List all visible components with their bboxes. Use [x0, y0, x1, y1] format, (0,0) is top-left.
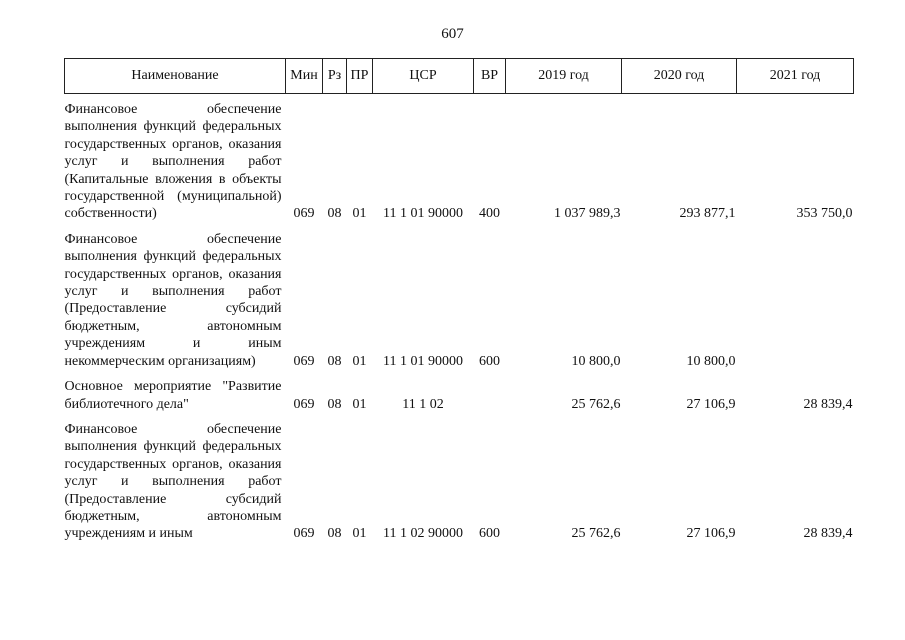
- row-2020: 10 800,0: [686, 353, 736, 369]
- row-2020: 27 106,9: [686, 526, 736, 542]
- row-name: Финансовое обеспечение выполнения функций федеральных государственных органов, оказания услуг и выполнения работ (Предоставление субсидий бюджетным, автономным учреждениям и иным некоммерческим организациям): [64, 231, 282, 369]
- row-2020: 293 877,1: [679, 206, 736, 222]
- table-row: [65, 370, 854, 413]
- row-2021: 28 839,4: [803, 396, 853, 412]
- table-row: [65, 223, 854, 370]
- row-min: 069: [293, 206, 315, 222]
- row-pr: 01: [352, 396, 367, 412]
- row-vr: 400: [479, 206, 500, 222]
- header-2020: 2020 год: [622, 59, 737, 94]
- row-2019: 10 800,0: [571, 353, 621, 369]
- row-2019: 25 762,6: [571, 526, 621, 542]
- header-rz: Рз: [323, 59, 347, 94]
- row-2020: 27 106,9: [686, 396, 736, 412]
- row-rz: 08: [327, 526, 342, 542]
- header-row: [65, 59, 854, 94]
- row-pr: 01: [352, 206, 367, 222]
- row-2021: [737, 223, 854, 370]
- row-csr: 11 1 01 90000: [383, 206, 463, 222]
- row-min: 069: [293, 396, 315, 412]
- row-min: 069: [293, 353, 315, 369]
- header-2021: 2021 год: [737, 59, 854, 94]
- page-number: 607: [441, 26, 464, 42]
- header-pr: ПР: [347, 59, 373, 94]
- row-rz: 08: [327, 206, 342, 222]
- row-2019: 25 762,6: [571, 396, 621, 412]
- row-vr: 600: [479, 526, 500, 542]
- row-2021: 28 839,4: [803, 526, 853, 542]
- row-pr: 01: [352, 526, 367, 542]
- row-rz: 08: [327, 396, 342, 412]
- row-2021: 353 750,0: [796, 206, 853, 222]
- row-rz: 08: [327, 353, 342, 369]
- header-csr: ЦСР: [373, 59, 474, 94]
- header-vr: ВР: [474, 59, 506, 94]
- row-min: 069: [293, 526, 315, 542]
- row-2019: 1 037 989,3: [554, 206, 621, 222]
- table-row: [65, 413, 854, 543]
- row-name: Финансовое обеспечение выполнения функций федеральных государственных органов, оказания услуг и выполнения работ (Предоставление субсидий бюджетным, автономным учреждениям и иным: [64, 421, 282, 542]
- row-name: Основное мероприятие "Развитие библиотечного дела": [64, 379, 282, 412]
- row-csr: 11 1 02 90000: [383, 526, 463, 542]
- header-name: Наименование: [65, 59, 286, 94]
- table-row: [65, 94, 854, 223]
- row-name: Финансовое обеспечение выполнения функций федеральных государственных органов, оказания услуг и выполнения работ (Капитальные вложения в объекты государственной (муниципальной) собственности): [64, 102, 282, 222]
- row-vr: 600: [479, 353, 500, 369]
- row-csr: 11 1 02: [402, 396, 444, 412]
- budget-table: [64, 58, 854, 543]
- row-vr: [474, 370, 506, 413]
- row-pr: 01: [352, 353, 367, 369]
- header-2019: 2019 год: [506, 59, 622, 94]
- row-csr: 11 1 01 90000: [383, 353, 463, 369]
- header-min: Мин: [286, 59, 323, 94]
